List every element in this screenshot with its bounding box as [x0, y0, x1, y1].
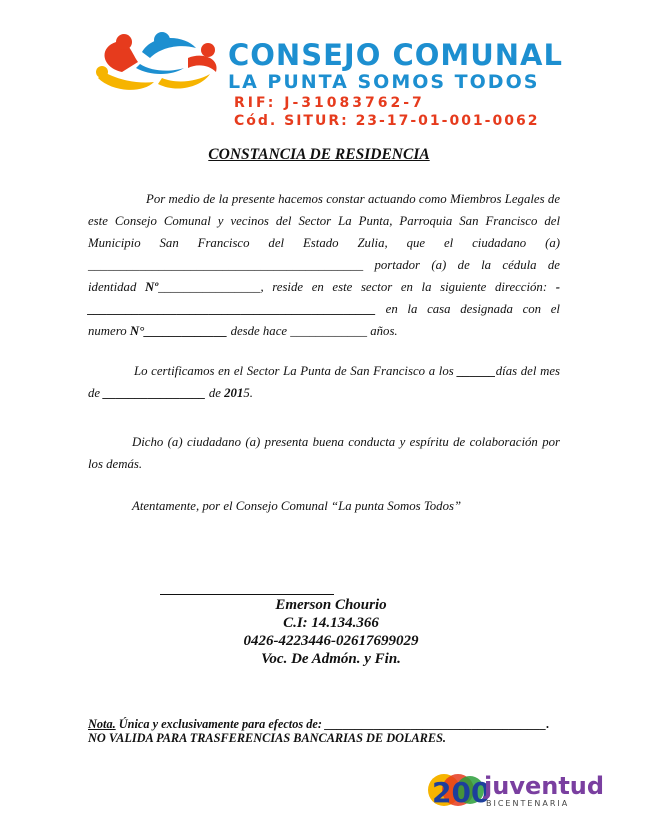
- document-title: CONSTANCIA DE RESIDENCIA: [208, 146, 430, 163]
- signer-role: Voc. De Admón. y Fin.: [261, 651, 401, 667]
- svg-text:juventud: juventud: [484, 772, 605, 800]
- footnote: Nota. Única y exclusivamente para efectos de: ____________________________________. NO VALIDA PARA TRASFERENCIAS BANCARIAS DE DOLARES.: [88, 717, 550, 745]
- paragraph-certification: Lo certificamos en el Sector La Punta de San Francisco a los ______días del mes de ________________ de 2015.: [88, 364, 560, 400]
- signer-id: C.I: 14.134.366: [283, 615, 379, 631]
- svg-text:BICENTENARIA: BICENTENARIA: [486, 799, 570, 808]
- signer-name: Emerson Chourio: [275, 597, 387, 613]
- situr-code: Cód. SITUR: 23-17-01-001-0062: [234, 113, 540, 129]
- rif-number: RIF: J-31083762-7: [234, 95, 425, 111]
- paragraph-closing: Atentamente, por el Consejo Comunal “La punta Somos Todos”: [132, 499, 462, 513]
- paragraph-declaration: Por medio de la presente hacemos constar actuando como Miembros Legales de este Consejo Comunal y vecinos del Sector La Punta, Parroquia San Francisco del Municipio San Francisco del Estado Zulia, que el ciudadano (a) ___________________________________________ portador (a) de la cédula de identidad Nº________________, reside en este sector en la siguiente dirección: -_____________________________________________ en la casa designada con el numero N°_____________ desde hace ____________ años.: [88, 192, 560, 338]
- juventud-bicentenaria-logo: [426, 760, 605, 820]
- council-slogan: LA PUNTA SOMOS TODOS: [228, 71, 540, 93]
- signature-line: [160, 580, 334, 595]
- paragraph-conduct: Dicho (a) ciudadano (a) presenta buena conducta y espíritu de colaboración por los demás.: [88, 435, 560, 471]
- council-name: CONSEJO COMUNAL: [228, 38, 563, 72]
- svg-text:200: 200: [432, 776, 491, 809]
- signer-phones: 0426-4223446-02617699029: [243, 633, 419, 649]
- consejo-comunal-logo-mark: [92, 28, 222, 100]
